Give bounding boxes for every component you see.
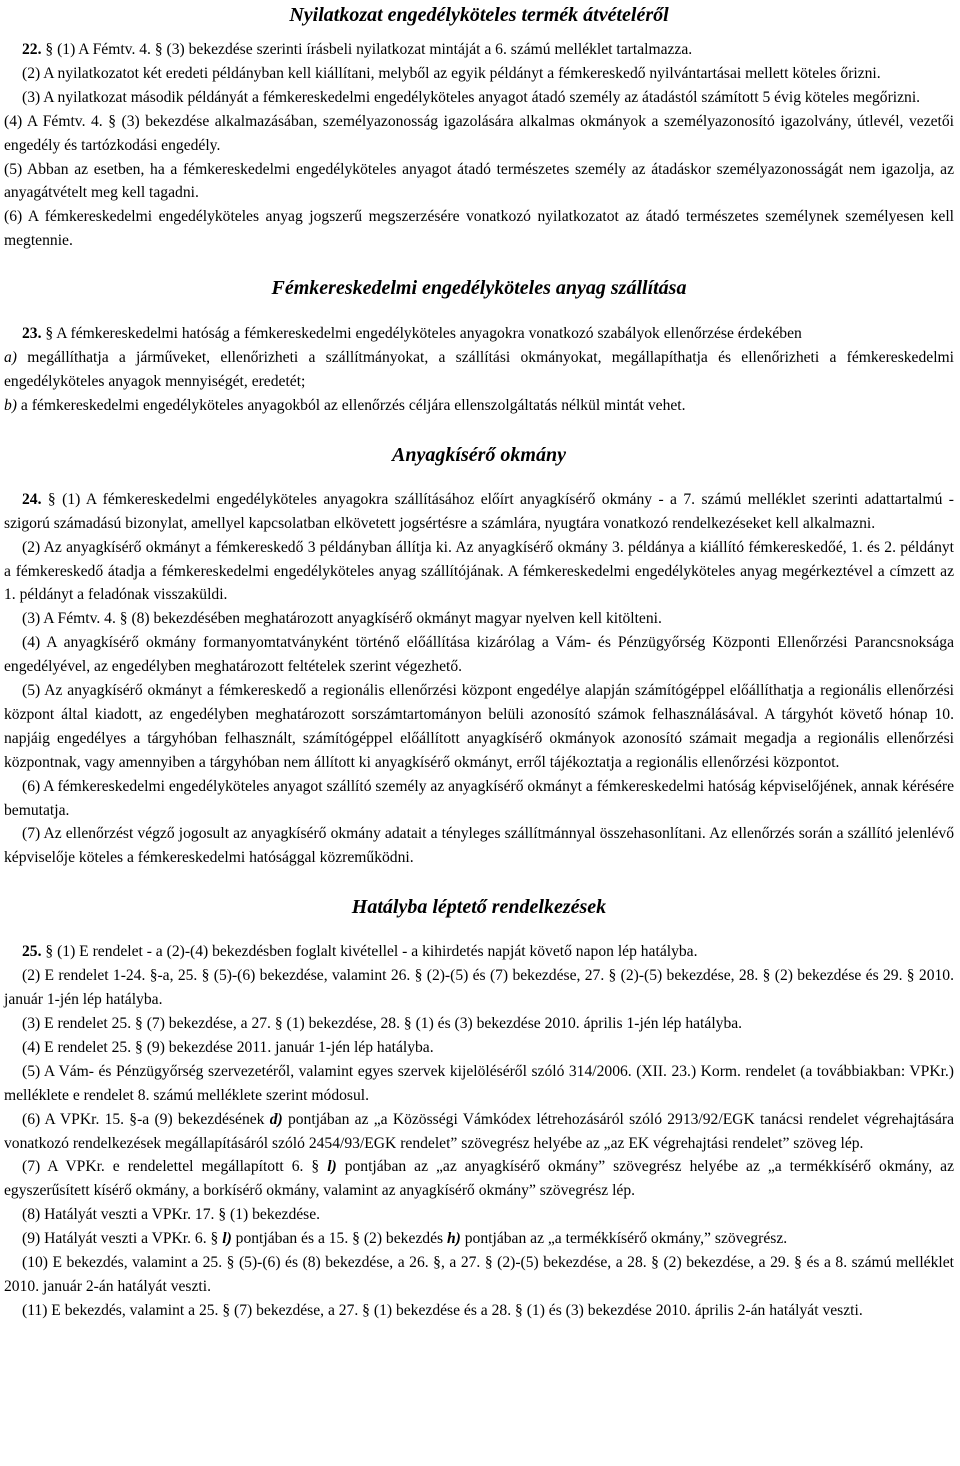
paragraph-25-9 (4, 1227, 954, 1251)
paragraph-25-6 (4, 1108, 954, 1156)
paragraph-22-5: (5) Abban az esetben, ha a fémkereskedelmi engedélyköteles anyagot átadó természetes személy az átadáskor személyazonosságát nem igazolja, az anyagátvételt meg kell tagadni. (4, 160, 954, 202)
paragraph-22-3: (3) A nyilatkozat második példányát a fémkereskedelmi engedélyköteles anyagot átadó személy az átadástól számított 5 évig köteles megőrizni. (22, 88, 921, 106)
paragraph-25-10: (10) E bekezdés, valamint a 25. § (5)-(6) és (8) bekezdése, a 26. §, a 27. § (2)-(5) bekezdése, a 28. § (2) bekezdése, a 29. § és a 8. számú melléklet 2010. január 2-án hatályát veszti. (4, 1254, 954, 1295)
point-reference: h) (446, 1230, 461, 1248)
paragraph-text: § A fémkereskedelmi hatóság a fémkereskedelmi engedélyköteles anyagokra vonatkozó szabályok ellenőrzése érdekében (45, 325, 802, 343)
paragraph-text: (7) A VPKr. e rendelettel megállapított 6. § (22, 1158, 328, 1176)
point-text: megállíthatja a járműveket, ellenőrizheti a szállítmányokat, a szállítási okmányokat, megállapíthatja és ellenőrizheti a fémkereskedelmi engedélyköteles anyagok mennyiségét, eredetét; (4, 349, 954, 390)
paragraph-24-1 (4, 488, 954, 536)
section-number: 25. (22, 943, 42, 961)
paragraph-text: § (1) A Fémtv. 4. § (3) bekezdése szerinti írásbeli nyilatkozat mintáját a 6. számú melléklet tartalmazza. (45, 41, 693, 58)
paragraph-24-3: (3) A Fémtv. 4. § (8) bekezdésében meghatározott anyagkísérő okmányt magyar nyelven kell kitölteni. (22, 610, 662, 628)
section-22 (4, 38, 954, 253)
paragraph-25-1 (4, 940, 954, 964)
paragraph-25-2: (2) E rendelet 1-24. §-a, 25. § (5)-(6) bekezdése, valamint 26. § (2)-(5) és (7) bekezdése, 27. § (2)-(5) bekezdése, 28. § (2) bekezdése és 29. § 2010. január 1-jén lép hatályba. (4, 967, 954, 1009)
paragraph-24-7: (7) Az ellenőrzést végző jogosult az anyagkísérő okmány adatait a tényleges szállítmánnyal összehasonlítani. Az ellenőrzés során a szállító jelenlévő képviselője köteles a fémkereskedelmi hatósággal közreműködni. (4, 825, 954, 867)
section-number: 23. (22, 325, 42, 343)
paragraph-23-b (4, 394, 954, 418)
paragraph-text: pontjában és a 15. § (2) bekezdés (231, 1230, 447, 1248)
paragraph-text: pontjában az „az anyagkísérő okmány” szövegrész helyébe az „a termékkísérő okmány, az egyszerűsített kísérő okmány, a borkísérő okmány, valamint az anyagkísérő okmány” szövegrész lép. (4, 1158, 955, 1200)
paragraph-25-8: (8) Hatályát veszti a VPKr. 17. § (1) bekezdése. (22, 1206, 321, 1224)
paragraph-22-1 (4, 38, 954, 62)
paragraph-22-4: (4) A Fémtv. 4. § (3) bekezdése alkalmazásában, személyazonosság igazolására alkalmas okmányok a személyazonosító igazolvány, útlevél, vezetői engedély és tartózkodási engedély. (4, 112, 954, 154)
paragraph-24-6: (6) A fémkereskedelmi engedélyköteles anyagot szállító személy az anyagkísérő okmányt a fémkereskedelmi hatóság képviselőjének, annak kérésére bemutatja. (4, 777, 954, 819)
section-23 (4, 322, 954, 418)
point-reference: l) (222, 1230, 232, 1248)
paragraph-24-2: (2) Az anyagkísérő okmányt a fémkereskedő 3 példányban állítja ki. Az anyagkísérő okmány 3. példánya a kiállító fémkereskedőé, 1. és 2. példányt a fémkereskedő átadja a fémkereskedelmi engedélyköteles anyag szállítójának. A fémkereskedelmi engedélyköteles anyag megérkeztével a címzett az 1. példányt a feladónak visszaküldi. (4, 538, 954, 604)
point-reference: d) (269, 1110, 283, 1128)
paragraph-22-6: (6) A fémkereskedelmi engedélyköteles anyag jogszerű megszerzésére vonatkozó nyilatkozatot az átadó természetes személynek személyesen kell megtennie. (4, 208, 954, 250)
paragraph-25-11: (11) E bekezdés, valamint a 25. § (7) bekezdése, a 27. § (1) bekezdése és a 28. § (1) és (3) bekezdése 2010. április 2-án hatályát veszti. (22, 1301, 863, 1319)
paragraph-24-4: (4) A anyagkísérő okmány formanyomtatványként történő előállítása kizárólag a Vám- és Pénzügyőrség Központi Ellenőrzési Parancsnoksága engedélyével, az engedélyben meghatározott feltételek szerint végezhető. (4, 634, 954, 676)
paragraph-text: (9) Hatályát veszti a VPKr. 6. § (22, 1230, 223, 1248)
section-number: 22. (22, 41, 46, 58)
section-title-nyilatkozat: Nyilatkozat engedélyköteles termék átvételéről (289, 4, 669, 26)
paragraph-25-5: (5) A Vám- és Pénzügyőrség szervezetéről, valamint egyes szervek kijelöléséről szóló 314/2006. (XII. 23.) Korm. rendelet (a továbbiakban: VPKr.) melléklete e rendelet 8. számú melléklete szerint módosul. (4, 1062, 954, 1104)
paragraph-text: pontjában az „a termékkísérő okmány,” szövegrész. (460, 1230, 788, 1248)
paragraph-25-3: (3) E rendelet 25. § (7) bekezdése, a 27. § (1) bekezdése, 28. § (1) és (3) bekezdése 2010. április 1-jén lép hatályba. (22, 1015, 743, 1032)
paragraph-text: pontjában az „a Közösségi Vámkódex létrehozásáról szóló 2913/92/EGK tanácsi rendelet végrehajtására vonatkozó rendelkezések megállapításáról szóló 2454/93/EGK rendelet” szövegrész helyébe az „az EK végrehajtási rendelet” szöveg lép. (4, 1110, 954, 1152)
section-title-hatalyba: Hatályba léptető rendelkezések (351, 896, 607, 919)
paragraph-text: § (1) A fémkereskedelmi engedélyköteles anyagokra szállításához előírt anyagkísérő okmány - a 7. számú melléklet szerinti adattartalmú - szigorú számadású bizonylat, amellyel kapcsolatban elkövetett jogsértésre a számlára, nyugtára vonatkozó rendelkezéseket kell alkalmazni. (4, 490, 955, 532)
point-label: b) (4, 396, 17, 414)
paragraph-22-2: (2) A nyilatkozatot két eredeti példányban kell kiállítani, melyből az egyik példányt a fémkereskedő nyilvántartásai mellett köteles őrizni. (22, 64, 881, 82)
paragraph-23-intro (4, 322, 954, 346)
point-reference: l) (327, 1158, 337, 1176)
section-title-szallitas: Fémkereskedelmi engedélyköteles anyag szállítása (271, 277, 687, 300)
paragraph-24-5: (5) Az anyagkísérő okmányt a fémkereskedő a regionális ellenőrzési központ engedélye alapján számítógéppel előállíthatja a regionális ellenőrzési központ által kiadott, az engedélyben meghatározott sorszámtartományon belüli azonosító számok felhasználásával. A tárgyhót követő hónap 10. napjáig engedélyes a tárgyhóban felhasznált, számítógéppel előállított anyagkísérő okmányok azonosító számait megadja a regionális ellenőrzési központnak, vagy amennyiben a tárgyhóban nem állított ki anyagkísérő okmányt, erről tájékoztatja a regionális ellenőrzési központot. (4, 682, 954, 771)
section-number: 24. (22, 490, 42, 508)
section-24 (4, 488, 954, 871)
paragraph-23-a (4, 346, 954, 394)
point-text: a fémkereskedelmi engedélyköteles anyagokból az ellenőrzés céljára ellenszolgáltatás nélkül mintát vehet. (17, 396, 686, 414)
paragraph-25-4: (4) E rendelet 25. § (9) bekezdése 2011. január 1-jén lép hatályba. (22, 1038, 434, 1056)
point-label: a) (4, 349, 17, 367)
paragraph-text: (6) A VPKr. 15. §-a (9) bekezdésének (22, 1110, 270, 1128)
paragraph-25-7 (4, 1155, 954, 1203)
paragraph-text: § (1) E rendelet - a (2)-(4) bekezdésben foglalt kivétellel - a kihirdetés napját követő napon lép hatályba. (45, 943, 698, 961)
section-title-anyagkisero: Anyagkísérő okmány (392, 443, 566, 466)
section-25 (4, 940, 954, 1323)
